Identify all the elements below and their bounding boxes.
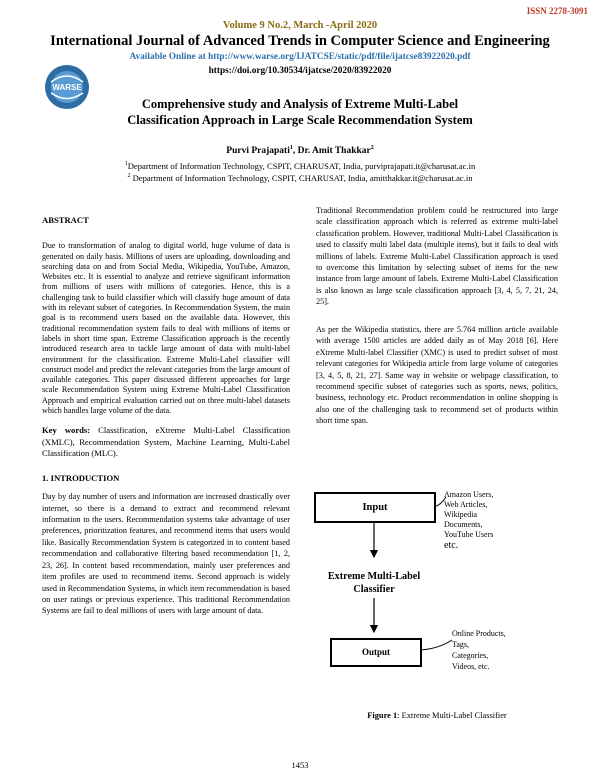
available-online-link[interactable]: Available Online at http://www.warse.org/IJATCSE/static/pdf/file/ijatcse83922020.pdf [129,52,471,62]
classifier-line-1: Extreme Multi-Label [327,571,421,582]
right-paragraph-2: As per the Wikipedia statistics, there are 5.764 million article available with average 1500 articles are added daily as of May 2018 [6]. Here eXtreme Multi-label Classifier (XMC) is used to predict subset of most relevant categories for Wikipedia article from large volume of categories [3, 4, 5, 8, 21, 27]. Same way in website or webpage classification, to recommend specific subset of categories such as sports, news, politics, business, technology etc. Product recommendation in online shopping is also one of the challenging task to recommend set of products within short time span. [316,325,558,426]
output-box: Output [330,638,422,667]
keywords-label: Key words: [42,425,91,436]
volume-info: Volume 9 No.2, March -April 2020 [222,20,378,31]
keywords-text: Classification, eXtreme Multi-Label Classification (XMLC), Recommendation System, Machine Learning, Multi-Label Classification (MLC). [42,425,290,458]
input-example: Documents, [444,520,483,529]
doi-link[interactable]: https://doi.org/10.30534/ijatcse/2020/83922020 [208,66,392,76]
classifier-line-2: Classifier [353,584,395,595]
author-2: Dr. Amit Thakkar [297,146,371,156]
output-connector [420,640,452,650]
figure-caption [316,711,558,720]
input-examples [444,490,493,552]
title-line-1: Comprehensive study and Analysis of Extreme Multi-Label [141,97,459,111]
issn: ISSN 2278-3091 [526,6,588,16]
input-example: Amazon Users, [444,490,494,499]
affiliation-1-text: Department of Information Technology, CSPIT, CHARUSAT, India, purviprajapati.it@charusat.ac.in [127,161,476,171]
affiliation-2-sup: 2 [127,173,131,180]
page-number: 1453 [291,760,309,770]
title-line-2: Classification Approach in Large Scale Recommendation System [127,113,473,127]
output-example: Categories, [452,651,489,660]
author-sep: , [292,146,298,156]
logo-text: WARSE [52,83,82,92]
abstract-text: Due to transformation of analog to digital world, huge volume of data is generated on daily basis. Millions of users are uploading, downloading and searching data on and from Social Media, Wikipedia, YouTube, Amazon, Websites etc. It is essential to analyze and retrieve significant information from millions of users with millions of categories. Hence, this is a challenging task to build classifier which will classify huge amount of data with its relevant subset of categories. In Recommendation System, the main goal is to recommend users based on the available data. However, this traditional recommendation system fails to deal with millions of items or labels in short time span. Extreme Classification approach is the recently introduced research area to tackle large amount of data with multi-label environment for the classification. Extreme Multi-Label classifier will construct model and predict the relevant categories from the large amount of available categories. This paper discussed different approaches for large scale Recommendation System using Extreme Multi-Label Classification Approach and empirical evaluation carried out on three multi-label datasets which handles large volume of the data. [42,241,290,416]
introduction-text: Day by day number of users and information are increased drastically over internet, so there is a demand to extract and recommend relevant information to the users. Recommendation systems take advantage of user preferences, prioritization features, and recommend items that users would like. Basically Recommendation System is categorized in to content based recommendation and collaborative filtering based recommendation [1, 2, 23, 26]. In content based recommendation, mainly user preferences and item profiles are used to recommend items. Second approach is widely used in Recommendation Systems, in which item recommendation is based on user ratings or previous experience. This traditional Recommendation Systems are fail to deal millions of users with large amount of data. [42,492,290,616]
journal-title: International Journal of Advanced Trends in Computer Science and Engineering [50,33,550,49]
figure-caption-text: : Extreme Multi-Label Classifier [397,711,507,720]
author-2-sup: 2 [370,144,374,151]
output-examples [452,628,506,672]
input-example: Web Articles, [444,500,488,509]
output-example: Videos, etc. [452,662,490,671]
input-example: Wikipedia [444,510,477,519]
affiliation-2-text: Department of Information Technology, CSPIT, CHARUSAT, India, amitthakkar.it@charusat.ac.in [130,173,473,183]
output-example: Online Products, [452,629,506,638]
classifier-label [314,570,434,596]
abstract-heading: ABSTRACT [42,215,89,225]
input-example: YouTube Users [444,530,494,539]
right-paragraph-1: Traditional Recommendation problem could be restructured into large scale classification approach which is referred as extreme multi-label classification problem. However, traditional Multi-Label Classification is used to classify multi label data (multiple items), but it fails to deal with millions of labels. Extreme Multi-Label Classification approach is used to overcome this limitation by selecting subset of items for the new instance from large amount of labels. Extreme Multi-Label Classification is also known as large scale classification approach [3, 4, 5, 7, 21, 24, 25]. [316,206,558,307]
author-1: Purvi Prajapati [226,146,290,156]
author-1-sup: 1 [289,144,293,151]
introduction-heading: 1. INTRODUCTION [42,472,120,483]
input-box: Input [314,492,436,523]
figure-caption-label: Figure 1 [367,711,398,720]
affiliation-1-sup: 1 [124,161,128,168]
input-example: etc. [444,540,459,551]
output-example: Tags, [452,640,469,649]
